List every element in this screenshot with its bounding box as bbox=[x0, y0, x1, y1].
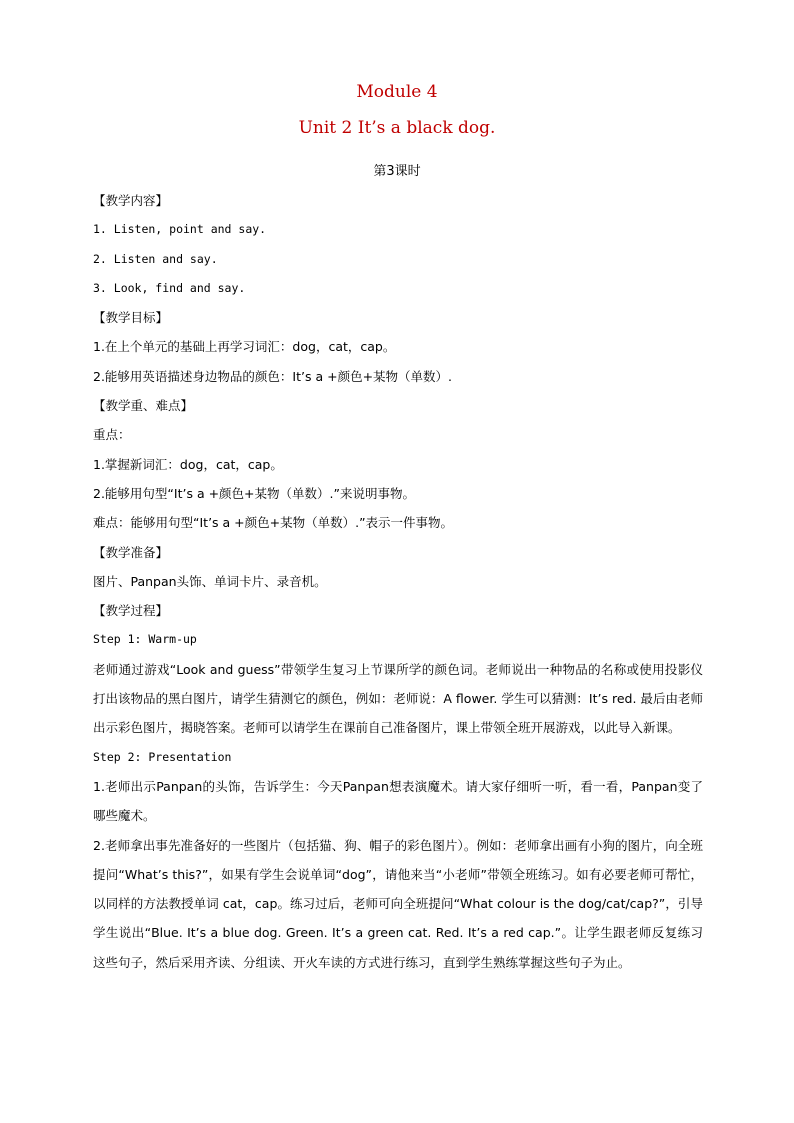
key-item: 2.能够用句型“It’s a +颜色+某物（单数）.”来说明事物。 bbox=[93, 485, 415, 501]
unit-title: Unit 2 It’s a black dog. bbox=[298, 118, 496, 138]
goal-item: 2.能够用英语描述身边物品的颜色：It’s a +颜色+某物（单数）. bbox=[93, 368, 453, 384]
prep-heading: 【教学准备】 bbox=[93, 544, 169, 560]
content-item: 2. Listen and say. bbox=[93, 251, 218, 266]
content-item: 3. Look, find and say. bbox=[93, 280, 246, 295]
module-title: Module 4 bbox=[356, 82, 438, 102]
step1-paragraph: 老师通过游戏“Look and guess”带领学生复习上节课所学的颜色词。老师说出一种物品的名称或使用投影仪打出该物品的黑白图片，请学生猜测它的颜色，例如：老师说：A flower. 学生可以猜测：It’s red. 最后由老师出示彩色图片，揭晓答案。老师可以请学生在课前自己准备图片，课上带领全班开展游戏，以此导入新课。 bbox=[93, 661, 703, 736]
content-item: 1. Listen, point and say. bbox=[93, 222, 267, 237]
lesson-label: 第3课时 bbox=[373, 164, 421, 179]
process-heading: 【教学过程】 bbox=[93, 603, 169, 619]
step2-paragraph-2: 2.老师拿出事先准备好的一些图片（包括猫、狗、帽子的彩色图片）。例如：老师拿出画有小狗的图片，向全班提问“What’s this?”，如果有学生会说单词“dog”，请他来当“小老师”带领全班练习。如有必要老师可帮忙，以同样的方法教授单词 cat，cap。练习过后，老师可向全班提问“What colour is the dog/cat/cap?”，引导学生说出“Blue. It’s a blue dog. Green. It’s a green cat. Red. It’s a red cap.”。让学生跟老师反复练习这些句子，然后采用齐读、分组读、开火车读的方式进行练习，直到学生熟练掌握这些句子为止。 bbox=[93, 837, 703, 970]
goals-heading: 【教学目标】 bbox=[93, 310, 169, 326]
goal-item: 1.在上个单元的基础上再学习词汇：dog，cat，cap。 bbox=[93, 339, 396, 355]
key-heading: 【教学重、难点】 bbox=[93, 398, 194, 414]
step1-title: Step 1: Warm-up bbox=[93, 632, 197, 647]
step2-paragraph-1: 1.老师出示Panpan的头饰，告诉学生：今天Panpan想表演魔术。请大家仔细听一听，看一看，Panpan变了哪些魔术。 bbox=[93, 778, 703, 824]
key-item: 1.掌握新词汇：dog，cat，cap。 bbox=[93, 456, 283, 472]
step2-title: Step 2: Presentation bbox=[93, 749, 232, 764]
difficulty-text: 难点：能够用句型“It’s a +颜色+某物（单数）.”表示一件事物。 bbox=[93, 515, 454, 531]
content-heading: 【教学内容】 bbox=[93, 193, 169, 208]
key-label: 重点： bbox=[93, 427, 131, 443]
document-body bbox=[93, 186, 703, 977]
prep-text: 图片、Panpan头饰、单词卡片、录音机。 bbox=[93, 573, 327, 589]
